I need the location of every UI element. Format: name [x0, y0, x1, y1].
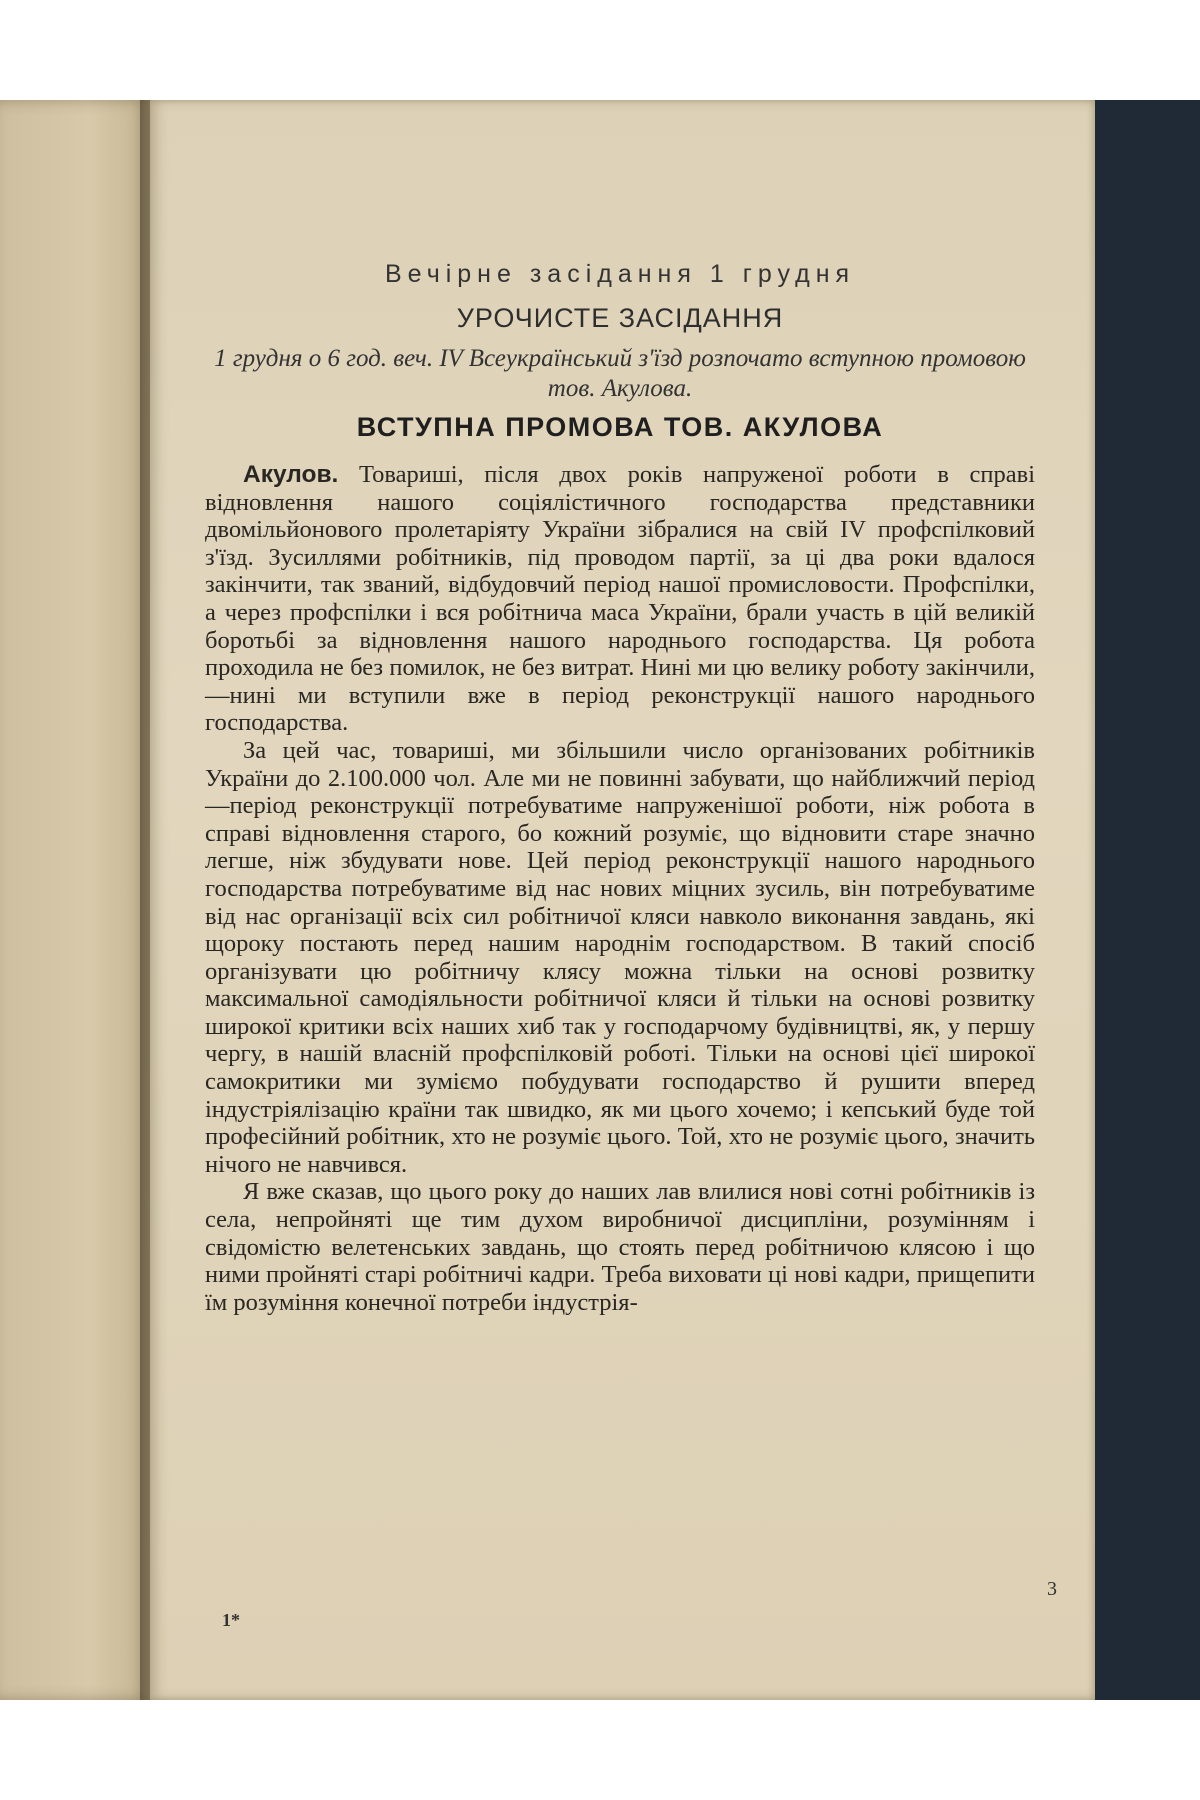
session-title: Вечірне засідання 1 грудня	[384, 260, 856, 288]
paragraph-2: За цей час, товариші, ми збільшили число організованих робітників України до 2.100.000 чол. Але ми не повинні забувати, що найближчий період—період реконструкції потребуватиме напруженішої роботи, ніж робота в справі відновлення старого, бо кожний розуміє, що відновити старе значно легше, ніж збудувати нове. Цей період реконструкції нашого народнього господарства потребуватиме від нас нових міцних зусиль, він потребуватиме від нас організації всіх сил робітничої кляси навколо виконання завдань, які щороку постають перед нашим народнім господарством. В такий спосіб організувати цю робітничу клясу можна тільки на основі розвитку максимальної самодіяльности робітничої кляси й тільки на основі розвитку широкої критики всіх наших хиб так у господарчому будівництві, як, у першу чергу, в нашій власній профспілковій роботі. Тільки на основі цієї широкої самокритики ми зуміємо побудувати господарство й рушити вперед індустріялізацію країни так швидко, як ми цього хочемо; і кепський буде той професійний робітник, хто не розуміє цього. Той, хто не розуміє цього, значить нічого не навчився.	[205, 736, 1035, 1178]
speech-title: ВСТУПНА ПРОМОВА ТОВ. АКУЛОВА	[356, 412, 884, 442]
dark-background	[1095, 100, 1200, 1700]
page-content	[205, 260, 1035, 1316]
book-photo	[0, 100, 1200, 1700]
left-facing-page	[0, 100, 150, 1700]
paragraph-1-text: Товариші, після двох років напруженої роботи в справі відновлення нашого соціялістичного господарства представники двомільйонового пролетаріяту України зібралися на свій IV профспілковий з'їзд. Зусиллями робітників, під проводом партії, за ці два роки вдалося закінчити, так званий, відбудовчий період нашої промисловости. Профспілки, а через профспілки і вся робітнича маса України, брали участь в цій великій боротьбі за відновлення нашого народнього господарства. Ця робота проходила не без помилок, не без витрат. Нині ми цю велику роботу закінчили,—нині ми вступили вже в період реконструкції нашого народнього господарства.	[205, 461, 1036, 737]
signature-mark: 1*	[222, 1610, 240, 1630]
paragraph-1	[205, 461, 1035, 737]
page-number: 3	[1047, 1578, 1057, 1600]
speaker-name: Акулов.	[243, 461, 339, 488]
ceremony-title: УРОЧИСТЕ ЗАСІДАННЯ	[456, 303, 784, 333]
paragraph-3: Я вже сказав, що цього року до наших лав влилися нові сотні робітників із села, непройняті ще тим духом виробничої дисципліни, розумінням і свідомістю велетенських завдань, що стоять перед робітничою клясою і що ними пройняті старі робітничі кадри. Треба виховати ці нові кадри, прищепити їм розуміння конечної потреби індустрія-	[205, 1178, 1035, 1316]
book-page	[150, 100, 1095, 1700]
intro-note: 1 грудня о 6 год. веч. IV Всеукраїнський з'їзд розпочато вступною промовою тов. Акулова.	[214, 345, 1026, 402]
